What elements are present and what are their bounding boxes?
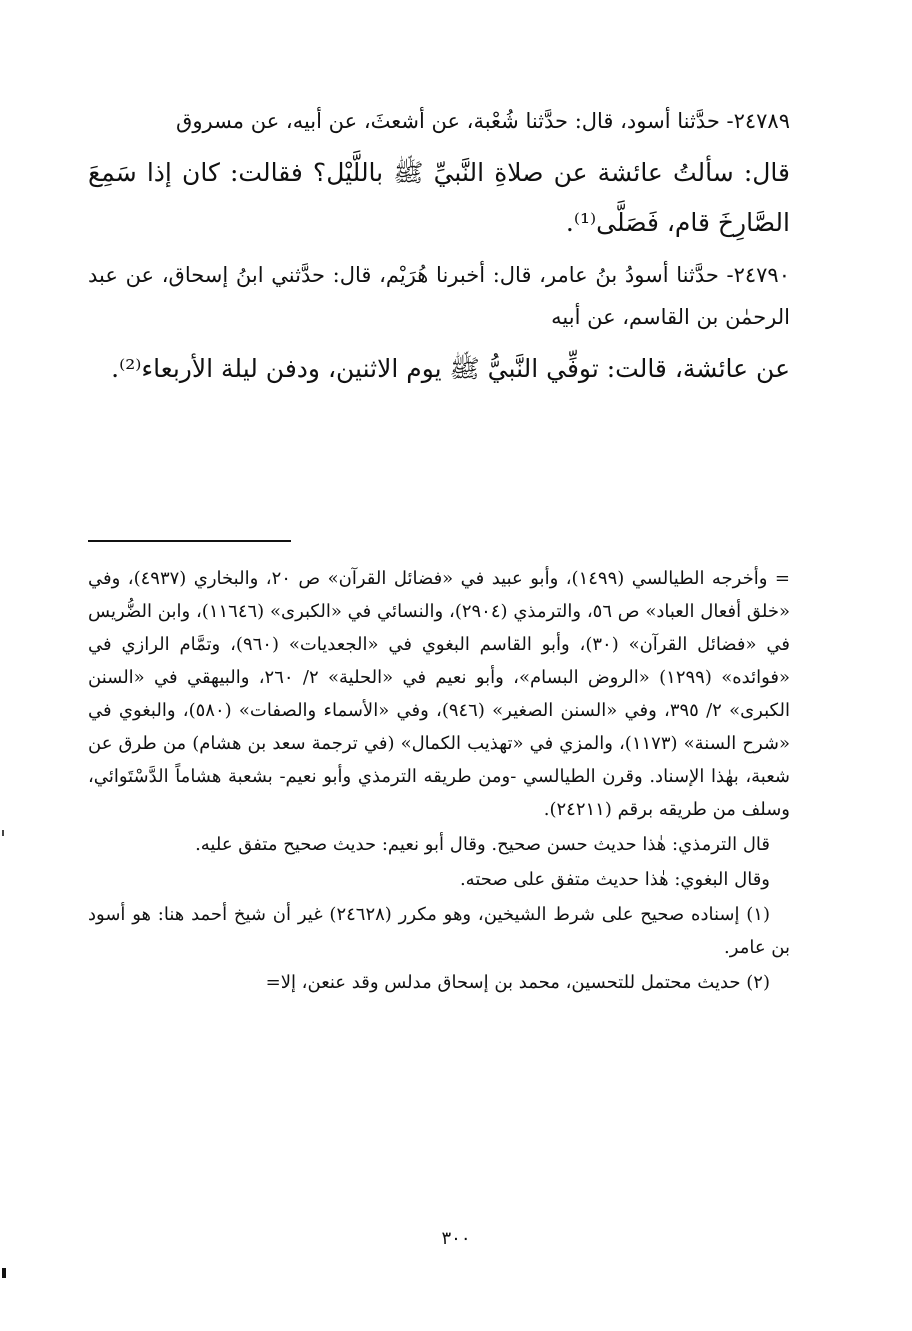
page-number: ٣٠٠ — [441, 1228, 471, 1249]
hadith-2-text: عن عائشة، قالت: توفِّي النَّبيُّ ﷺ يوم الاثنين، ودفن ليلة الأربعاء⁽²⁾. — [111, 354, 790, 383]
footnote-2: (٢) حديث محتمل للتحسين، محمد بن إسحاق مدلس وقد عنعن، إلا= — [265, 972, 770, 993]
scan-mark-small — [2, 830, 4, 836]
scan-mark — [2, 1268, 6, 1278]
hadith-2-chain: ٢٤٧٩٠- حدَّثنا أسودُ بنُ عامر، قال: أخبرنا هُرَيْم، قال: حدَّثني ابنُ إسحاق، عن عبد الرحمٰن بن القاسم، عن أبيه — [88, 263, 790, 329]
footnote-tirmidhi: قال الترمذي: هٰذا حديث حسن صحيح. وقال أبو نعيم: حديث صحيح متفق عليه. — [195, 834, 770, 855]
footnote-separator — [88, 540, 291, 542]
footnote-baghawi: وقال البغوي: هٰذا حديث متفق على صحته. — [459, 869, 770, 890]
footnote-1: (١) إسناده صحيح على شرط الشيخين، وهو مكرر (٢٤٦٢٨) غير أن شيخ أحمد هنا: هو أسود بن عامر. — [88, 904, 790, 958]
main-text — [88, 100, 790, 400]
footnote-continuation: = وأخرجه الطيالسي (١٤٩٩)، وأبو عبيد في «فضائل القرآن» ص ٢٠، والبخاري (٤٩٣٧)، وفي «خلق أفعال العباد» ص ٥٦، والترمذي (٢٩٠٤)، والنسائي في «الكبرى» (١١٦٤٦)، وابن الضُّريس في «فضائل القرآن» (٣٠)، وأبو القاسم البغوي في «الجعديات» (٩٦٠)، وتمَّام الرازي في «فوائده» (١٢٩٩) «الروض البسام»، وأبو نعيم في «الحلية» ٢/ ٢٦٠، والبيهقي في «السنن الكبرى» ٢/ ٣٩٥، وفي «السنن الصغير» (٩٤٦)، وفي «الأسماء والصفات» (٥٨٠)، والبغوي في «شرح السنة» (١١٧٣)، والمزي في «تهذيب الكمال» (في ترجمة سعد بن هشام) من طرق عن شعبة، بهٰذا الإسناد. وقرن الطيالسي -ومن طريقه الترمذي وأبو نعيم- بشعبة هشاماً الدَّسْتَوائي، وسلف من طريقه برقم (٢٤٢١١). — [88, 568, 791, 820]
hadith-1-text: قال: سألتُ عائشة عن صلاةِ النَّبيِّ ﷺ باللَّيْل؟ فقالت: كان إذا سَمِعَ الصَّارِخَ قام، فَصَلَّى⁽¹⁾. — [88, 158, 790, 237]
hadith-1-chain: ٢٤٧٨٩- حدَّثنا أسود، قال: حدَّثنا شُعْبة، عن أشعثَ، عن أبيه، عن مسروق — [176, 109, 790, 133]
footnotes — [88, 562, 790, 1001]
